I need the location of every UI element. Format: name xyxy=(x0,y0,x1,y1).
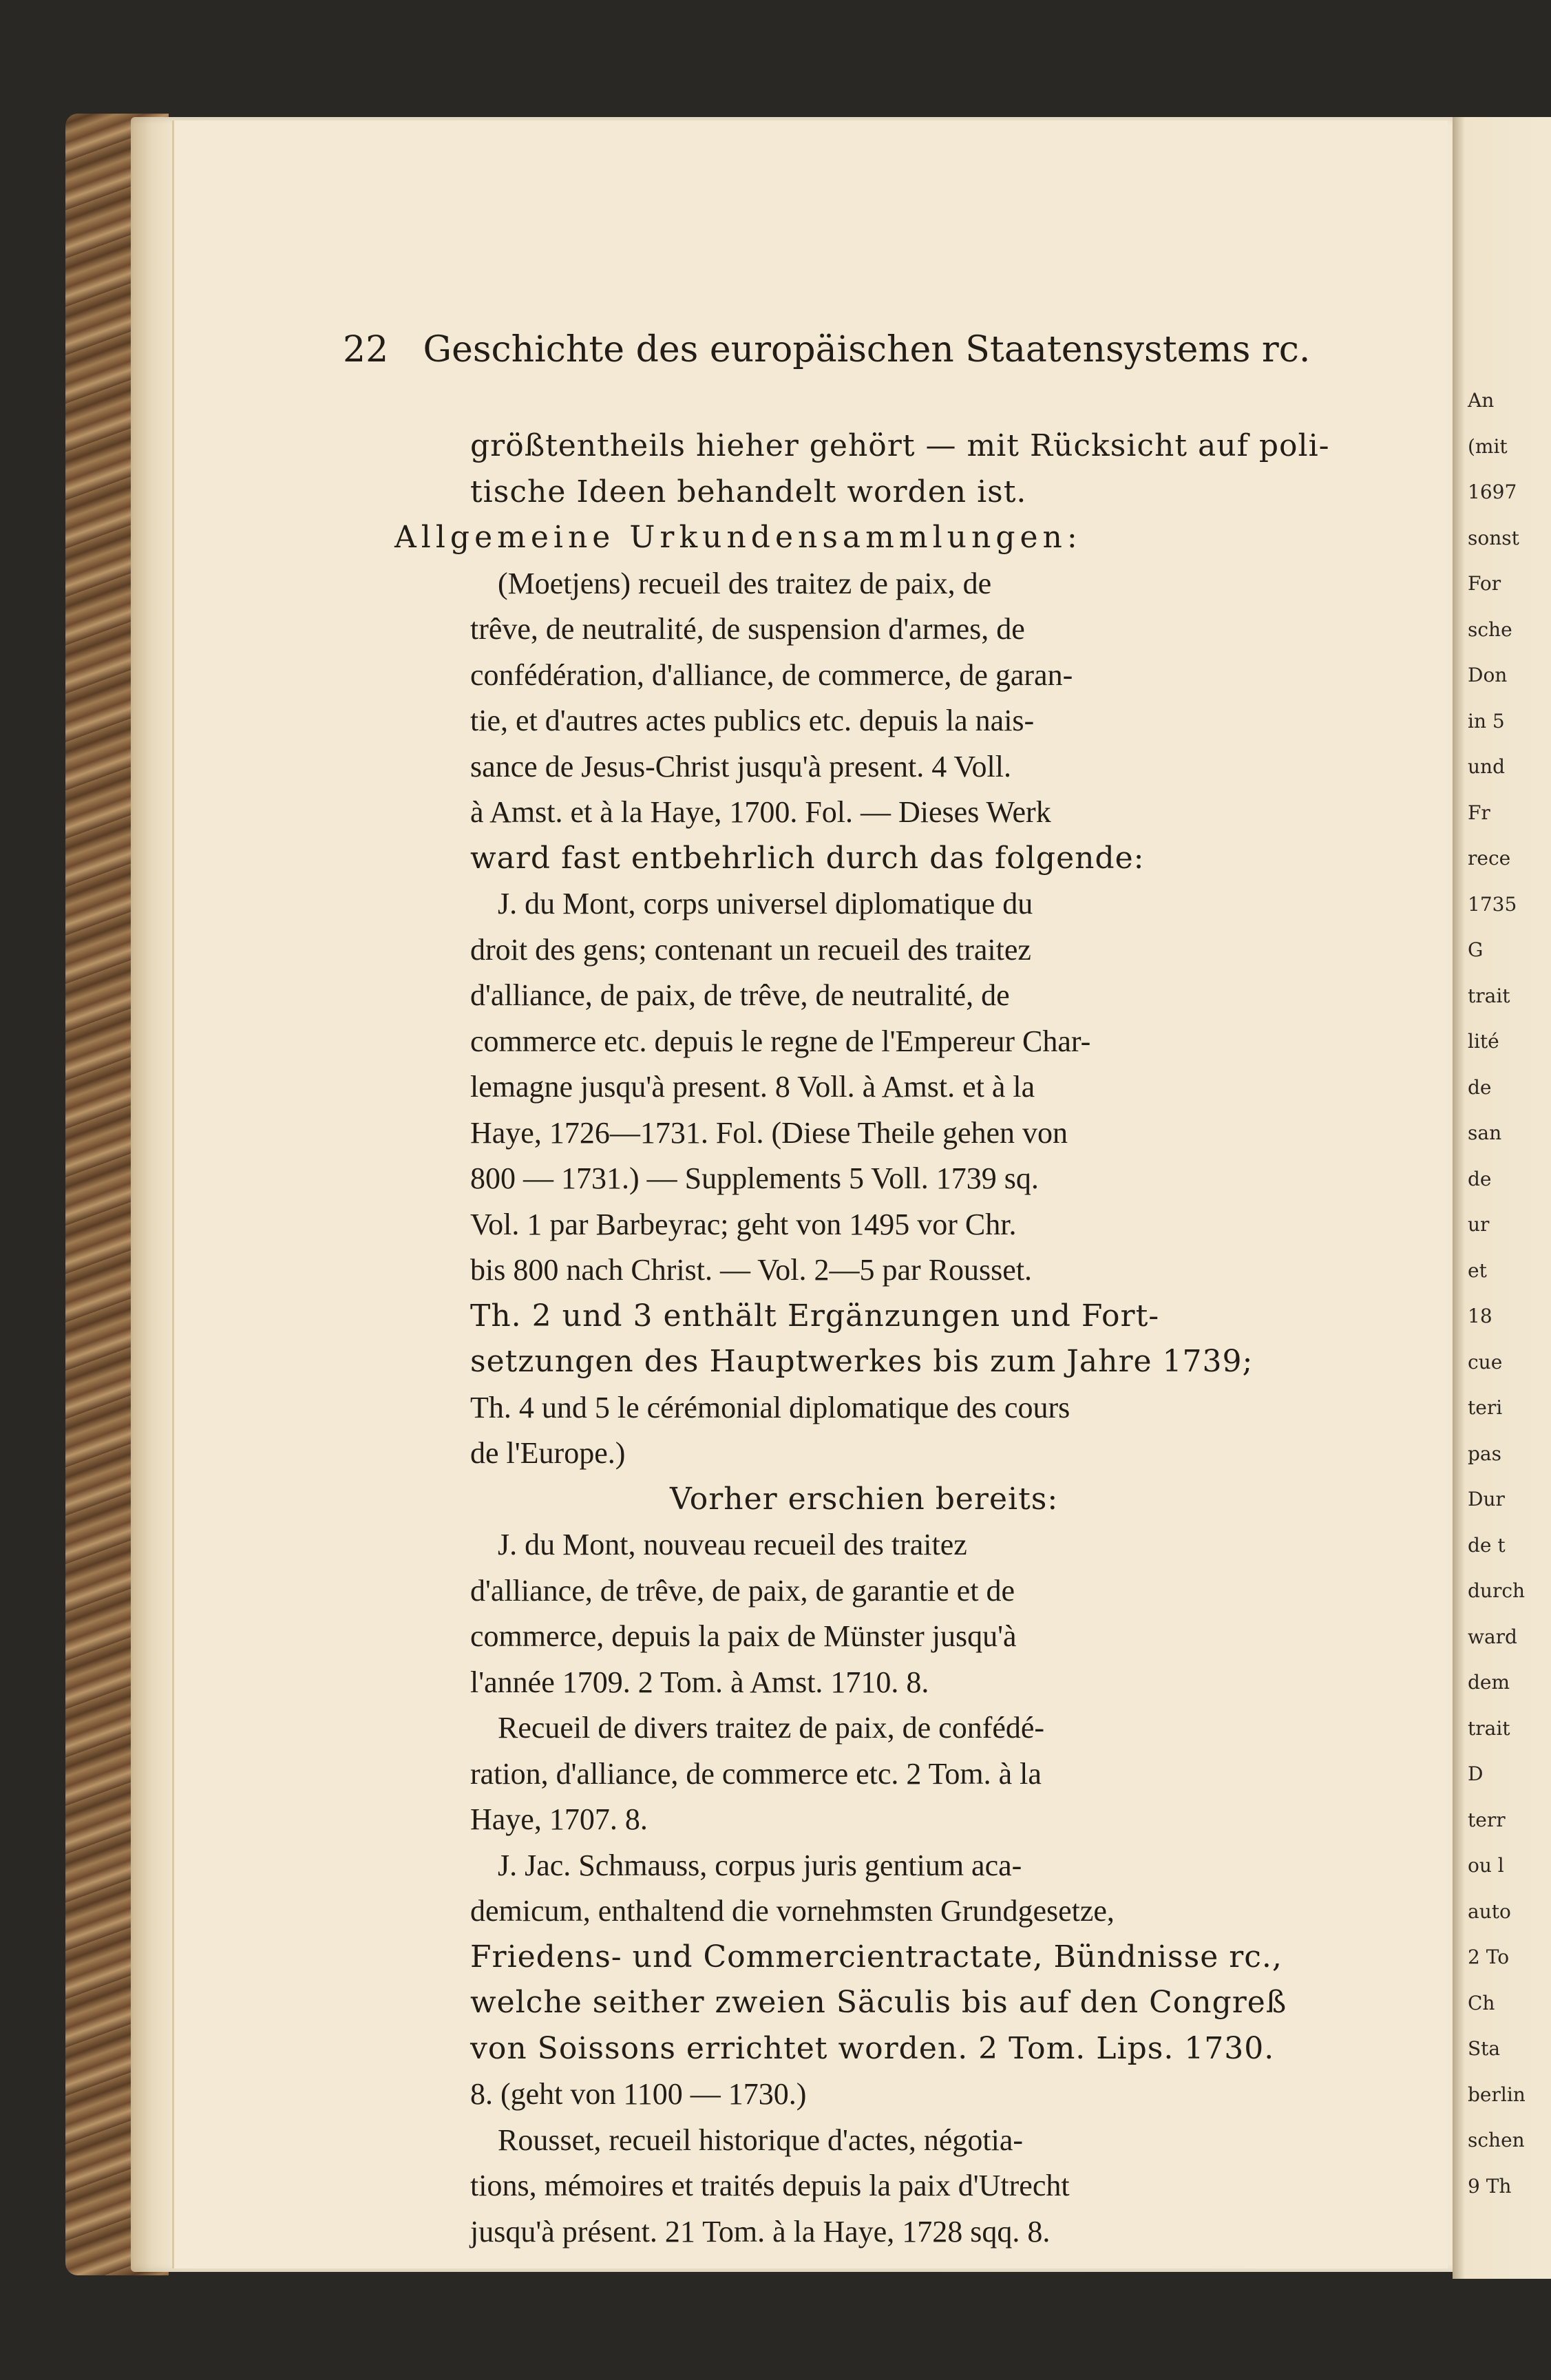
text-line: Recueil de divers traitez de paix, de confédé- xyxy=(498,1711,1045,1745)
running-head: Geschichte des europäischen Staatensystems rc. xyxy=(423,329,1311,370)
text-line: de l'Europe.) xyxy=(470,1436,626,1470)
text-line: droit des gens; contenant un recueil des traitez xyxy=(470,932,1031,967)
next-page-fragment: 1697 xyxy=(1468,481,1517,503)
next-page-fragment: For xyxy=(1468,572,1501,595)
text-line: à Amst. et à la Haye, 1700. Fol. — Dieses Werk xyxy=(470,795,1051,829)
next-page-fragment: ou l xyxy=(1468,1854,1504,1877)
page-header xyxy=(343,329,1311,370)
next-page-fragment: trait xyxy=(1468,984,1510,1007)
next-page-fragment: sonst xyxy=(1468,526,1519,549)
next-page-fragment: G xyxy=(1468,938,1484,961)
text-line: Rousset, recueil historique d'actes, négotia- xyxy=(498,2123,1024,2157)
next-page-fragment: durch xyxy=(1468,1579,1526,1602)
text-line: welche seither zweien Säculis bis auf den Congreß xyxy=(470,1985,1287,2020)
next-page-fragment: pas xyxy=(1468,1442,1501,1465)
text-line: von Soissons errichtet worden. 2 Tom. Lips. 1730. xyxy=(470,2030,1275,2066)
text-line: lemagne jusqu'à present. 8 Voll. à Amst. et à la xyxy=(470,1070,1035,1104)
next-page-fragment: rece xyxy=(1468,847,1511,870)
next-page-fragment: Fr xyxy=(1468,801,1490,824)
next-page-fragment: terr xyxy=(1468,1808,1506,1831)
next-page-fragment: in 5 xyxy=(1468,709,1505,733)
next-page-fragment: cue xyxy=(1468,1350,1503,1373)
text-line: Haye, 1707. 8. xyxy=(470,1802,648,1836)
text-line: demicum, enthaltend die vornehmsten Grundgesetze, xyxy=(470,1894,1115,1928)
text-line: commerce, depuis la paix de Münster jusqu'à xyxy=(470,1619,1017,1653)
next-page-fragment: Sta xyxy=(1468,2037,1501,2060)
text-line: sance de Jesus-Christ jusqu'à present. 4 Voll. xyxy=(470,749,1011,783)
next-page-fragment: ward xyxy=(1468,1625,1517,1648)
next-page-fragment: Don xyxy=(1468,664,1508,686)
text-line: Allgemeine Urkundensammlungen: xyxy=(394,520,1082,555)
next-page-fragment: berlin xyxy=(1468,2083,1526,2106)
next-page-fragment: Ch xyxy=(1468,1991,1495,2014)
page-number: 22 xyxy=(343,329,389,370)
next-page-fragment: Dur xyxy=(1468,1488,1505,1510)
next-page-fragment: 1735 xyxy=(1468,892,1517,916)
next-page-fragment: de xyxy=(1468,1167,1492,1190)
text-line: d'alliance, de trêve, de paix, de garantie et de xyxy=(470,1573,1015,1608)
next-page-fragment: (mit xyxy=(1468,434,1508,458)
text-line: Vol. 1 par Barbeyrac; geht von 1495 vor Chr. xyxy=(470,1207,1017,1241)
next-page-fragment: teri xyxy=(1468,1396,1503,1419)
text-line: jusqu'à présent. 21 Tom. à la Haye, 1728 sqq. 8. xyxy=(470,2214,1051,2249)
text-line: commerce etc. depuis le regne de l'Empereur Char- xyxy=(470,1024,1091,1058)
next-page-fragment: schen xyxy=(1468,2129,1525,2151)
next-page-fragment: de t xyxy=(1468,1533,1506,1557)
next-page-fragment: An xyxy=(1468,389,1495,412)
text-line: Th. 2 und 3 enthält Ergänzungen und Fort- xyxy=(470,1298,1160,1334)
text-line: Haye, 1726—1731. Fol. (Diese Theile gehen von xyxy=(470,1115,1068,1150)
next-page-fragment: 9 Th xyxy=(1468,2174,1512,2198)
next-page-fragment: trait xyxy=(1468,1716,1510,1740)
text-line: tische Ideen behandelt worden ist. xyxy=(470,474,1027,509)
text-line: trêve, de neutralité, de suspension d'armes, de xyxy=(470,612,1025,646)
text-line: J. Jac. Schmauss, corpus juris gentium aca- xyxy=(498,1848,1022,1882)
text-line: ward fast entbehrlich durch das folgende: xyxy=(470,840,1145,876)
text-line: bis 800 nach Christ. — Vol. 2—5 par Rousset. xyxy=(470,1253,1033,1287)
text-line: J. du Mont, nouveau recueil des traitez xyxy=(498,1528,967,1561)
text-line: d'alliance, de paix, de trêve, de neutralité, de xyxy=(470,978,1010,1012)
text-line: Th. 4 und 5 le cérémonial diplomatique des cours xyxy=(470,1390,1070,1424)
text-line: confédération, d'alliance, de commerce, de garan- xyxy=(470,657,1073,692)
text-line: Friedens- und Commercientractate, Bündnisse rc., xyxy=(470,1939,1283,1974)
text-line: 800 — 1731.) — Supplements 5 Voll. 1739 sq. xyxy=(470,1161,1039,1195)
next-page-fragment: lité xyxy=(1468,1030,1499,1053)
text-line: Vorher erschien bereits: xyxy=(670,1481,1059,1517)
text-line: l'année 1709. 2 Tom. à Amst. 1710. 8. xyxy=(470,1665,929,1699)
next-page-fragment: et xyxy=(1468,1259,1487,1282)
next-page-fragment: auto xyxy=(1468,1899,1511,1923)
next-page-edge xyxy=(1453,117,1551,2279)
next-page-fragment: und xyxy=(1468,755,1505,778)
next-page-fragment: sche xyxy=(1468,618,1512,641)
next-page-fragment: 2 To xyxy=(1468,1946,1510,1968)
text-line: größtentheils hieher gehört — mit Rücksicht auf poli- xyxy=(470,428,1330,463)
next-page-fragment: dem xyxy=(1468,1671,1510,1694)
next-page-fragment: san xyxy=(1468,1121,1502,1144)
text-line: tions, mémoires et traités depuis la paix d'Utrecht xyxy=(470,2169,1070,2202)
text-line: J. du Mont, corps universel diplomatique du xyxy=(498,887,1033,920)
text-line: 8. (geht von 1100 — 1730.) xyxy=(470,2077,807,2111)
text-line: tie, et d'autres actes publics etc. depuis la nais- xyxy=(470,704,1035,737)
next-page-fragment: de xyxy=(1468,1075,1492,1099)
text-line: setzungen des Hauptwerkes bis zum Jahre 1739; xyxy=(470,1344,1254,1379)
next-page-fragment: D xyxy=(1468,1762,1484,1785)
text-line: ration, d'alliance, de commerce etc. 2 Tom. à la xyxy=(470,1756,1042,1791)
next-page-fragment: 18 xyxy=(1468,1305,1492,1327)
text-line: (Moetjens) recueil des traitez de paix, de xyxy=(498,566,992,600)
next-page-fragment: ur xyxy=(1468,1213,1490,1236)
